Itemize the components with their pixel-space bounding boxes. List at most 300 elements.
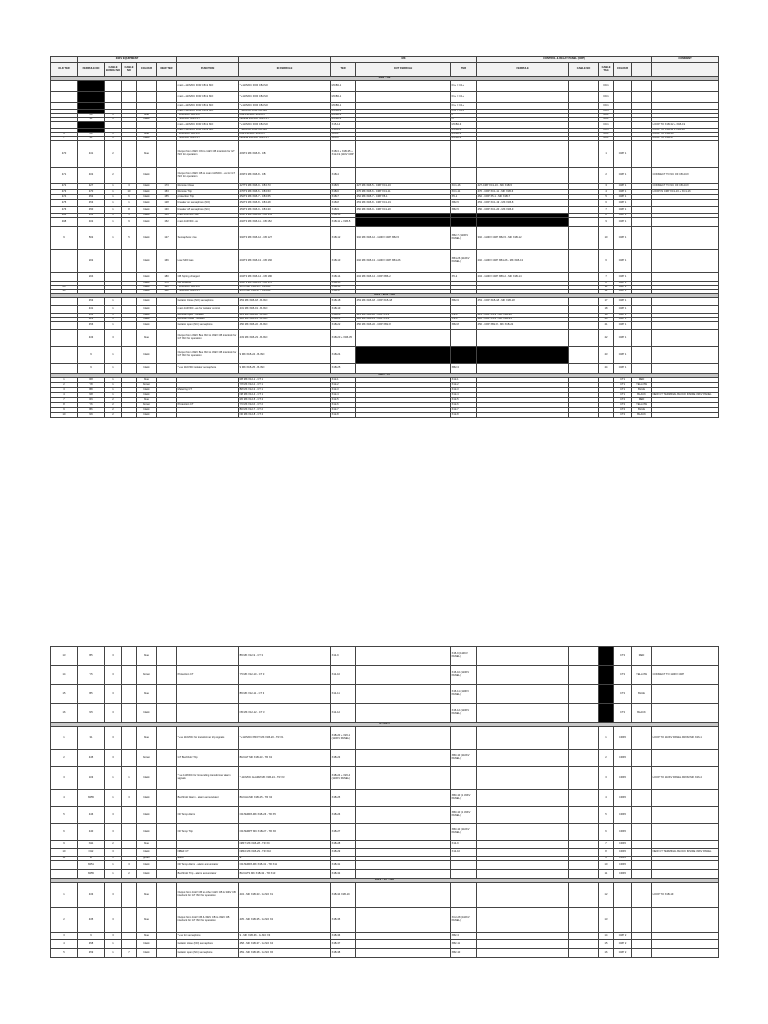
table-cell [569,330,599,347]
table-cell: 3 [105,807,122,824]
table-cell: black [137,118,157,122]
table-cell: 1 [105,207,122,214]
table-cell: 3 [122,790,137,807]
table-cell: N5 MK X12-12 - CT 3 [239,704,331,723]
table-cell: 403T2 MK X1B-8 - CB [239,168,331,184]
group-title: 33kv - CB [51,77,719,81]
table-cell: 456 - CRP XB2-8 - MK X1B-22 [477,322,569,330]
table-cell: X1B-29 [331,849,356,857]
table-cell: 128 [157,200,177,207]
table-cell: 4 [51,393,78,398]
table-cell: Live 230VAC SUPPLY [239,114,331,118]
table-cell: black [137,322,157,330]
table-row [51,949,719,958]
table-cell [157,347,177,364]
table-cell: 1 [51,883,78,908]
table-cell [652,141,719,168]
table-cell: black [137,347,157,364]
table-row [51,122,719,129]
table-cell: ^+230VAC SUPPLY [177,286,239,290]
table-cell [122,727,137,750]
table-cell: 91 [78,137,105,141]
table-cell: Output from 11kV CB & 33kV CB to 33kV CB interlock for GT ISO for operation [177,908,239,933]
table-cell: blue [137,114,157,118]
table-cell: 9 [599,857,614,861]
table-cell [569,767,599,790]
table-cell [157,727,177,750]
table-cell [569,364,599,374]
table-cell: CRP 1 [614,227,632,250]
table-cell [652,908,719,933]
table-cell: 9 [122,218,137,227]
table-row [51,908,719,933]
table-cell: black [137,290,157,294]
table-cell: black [137,190,157,195]
table-row [51,141,719,168]
table-cell [477,704,569,723]
table-cell [105,81,122,92]
table-cell: 7 [122,949,137,958]
table-cell: 4 [599,790,614,807]
table-row [51,861,719,870]
table-cell: 452 [78,195,105,200]
table-cell: 453T3 MK X1B-9 - CB 130 [239,207,331,214]
table-cell: Remote open : Isolator [177,314,239,318]
table-cell: black [137,870,157,879]
table-cell: ^+230VAC SUPPLY [177,133,239,137]
table-cell [51,273,78,282]
table-cell [51,347,78,364]
table-cell: blue [137,398,157,403]
table-cell: 2 [51,383,78,388]
table-cell: BLACK [632,413,652,418]
table-cell [122,81,137,92]
table-cell [451,883,477,908]
table-cell: BUCHA MK X1B-25 - TR X4 [239,790,331,807]
table-cell: 3 [51,388,78,393]
table-cell [477,347,569,364]
table-cell: 204T3 MK X1B-15 - CB 170 [239,282,331,286]
table-cell [477,908,569,933]
table-cell: X1B-10 [331,214,356,218]
table-cell [477,81,569,92]
table-cell [569,168,599,184]
table-cell: 470 - CRP XC1-11 - MK X1B-6 [477,190,569,195]
table-cell: 453 [78,200,105,207]
table-cell: 470 [51,141,78,168]
table-cell [652,200,719,207]
table-cell: 1 [105,133,122,137]
table-cell: MCB3-2 [331,110,356,114]
table-cell: 22 [599,330,614,347]
table-cell: R6 [78,398,105,403]
table-cell: 3 [105,849,122,857]
table-cell: LOOP TO X1B-17 [652,137,719,141]
table-cell: main ~110VDC FOR CB & ISO [177,110,239,114]
table-cell: AC1 [599,133,614,137]
table-cell [451,861,477,870]
table-row [51,207,719,214]
table-cell [632,298,652,306]
table-cell: X12-6 [451,403,477,408]
table-cell [122,250,137,273]
table-cell: Y6 [78,403,105,408]
table-cell: X12-9 [331,647,356,666]
table-cell [477,933,569,940]
table-cell: black [137,949,157,958]
table-cell [177,704,239,723]
table-cell: 8 [599,849,614,857]
table-cell: Buchholz Alarm - alarm annunciator [177,790,239,807]
table-cell: AC1 [599,118,614,122]
table-cell: ^+230VAC SUPPLY [177,114,239,118]
table-cell: 1 [105,118,122,122]
table-cell: Y8 MK X12-2 - CT 1 [239,383,331,388]
table-cell: X12-3 [451,388,477,393]
table-cell [122,92,137,103]
table-cell: 15 [51,685,78,704]
table-cell: 3 [122,861,137,870]
table-cell: X12-1 [331,378,356,383]
table-row [51,727,719,750]
table-cell: X1B-4 [331,168,356,184]
table-cell [569,141,599,168]
table-cell: 29 [78,114,105,118]
table-cell [652,933,719,940]
table-cell: B5 MK X12-9 - CT 3 [239,647,331,666]
wiring-schedule-page-2 [50,646,719,958]
table-cell: 8 [599,282,614,286]
table-cell: 445 [78,750,105,767]
table-cell [652,322,719,330]
table-cell: 23 [599,347,614,364]
table-cell: 94 [51,290,78,294]
table-cell: 4 [51,790,78,807]
table-cell: 16 [51,704,78,723]
table-cell: ^-230VAC SUPPLY [177,290,239,294]
table-cell: 12 [599,883,614,908]
table-cell [652,250,719,273]
table-cell [137,103,157,110]
table-cell: 6 [599,200,614,207]
table-cell [122,933,137,940]
table-cell: B5 [78,647,105,666]
table-cell [157,883,177,908]
table-cell: black [137,227,157,250]
table-cell: blue [137,647,157,666]
column-header-comment [652,63,719,77]
table-cell: OILTEMPA MK X1B-31 - TR X11 [239,861,331,870]
table-cell: 472 [51,184,78,190]
table-cell: 1 [105,347,122,364]
table-cell: Isolator open (NC) semaphore [177,949,239,958]
table-cell: 4 [51,940,78,949]
table-row [51,200,719,207]
table-cell: black [137,137,157,141]
table-cell: Metering CT [177,388,239,393]
table-cell: main 110VDC -ve [177,218,239,227]
table-cell: black [137,393,157,398]
table-cell: 10 [599,861,614,870]
table-cell: 13 [599,908,614,933]
table-cell: 1 [51,378,78,383]
table-cell: Oil Temp Trip [177,824,239,841]
table-cell [157,168,177,184]
table-cell: 9 [51,841,78,849]
table-cell: 6 [122,195,137,200]
table-cell: black [137,807,157,824]
table-cell: 1 [105,318,122,322]
table-cell: 453 MK X1B-8 - CRP XC1-19 [356,200,451,207]
table-cell [652,790,719,807]
table-cell [632,908,652,933]
column-header: IN FERRULE [239,63,331,77]
table-cell [569,218,599,227]
table-cell: 440 [78,824,105,841]
table-cell: XB2-5 [451,207,477,214]
table-cell [632,207,652,214]
table-cell: main ~110VDC FOR CB & ISO [177,129,239,133]
table-cell [356,81,451,92]
table-cell: 1 [105,383,122,388]
table-cell: protection Trip [177,195,239,200]
table-cell: GT Buchholz Trip [177,750,239,767]
table-cell [78,81,105,92]
table-cell [599,666,614,685]
table-cell: 11 [599,870,614,879]
table-cell: CT3 [614,685,632,704]
table-cell: 433 [78,883,105,908]
table-cell [78,103,105,110]
table-cell: X1B-25 [331,364,356,374]
table-cell [477,413,569,418]
table-cell: X1B-13 [331,250,356,273]
table-cell [477,767,569,790]
table-cell: X1B-6 [331,190,356,195]
table-cell: RED [632,647,652,666]
table-cell: XB2-10 [451,949,477,958]
table-cell: 11 [599,286,614,290]
table-row [51,364,719,374]
table-cell: black [137,286,157,290]
table-cell: 26 [51,286,78,290]
table-cell [356,824,451,841]
table-cell [614,92,632,103]
table-cell: 431 [78,141,105,168]
table-cell: 453 [78,298,105,306]
table-row [51,870,719,879]
table-cell: X1B-26 [331,807,356,824]
table-cell [652,870,719,879]
table-cell: 450 - CRP XC1-20 - MK X1B-9 [477,207,569,214]
table-cell: 14 [599,933,614,940]
table-cell: 7 [599,273,614,282]
table-cell: black [137,200,157,207]
table-cell: 450 MK X1B-9 - CRP XC1-20 [356,207,451,214]
table-cell [51,861,78,870]
table-row [51,807,719,824]
table-cell: X1B-38 [331,949,356,958]
table-cell: MCB5-1 [331,114,356,118]
table-cell [569,727,599,750]
table-cell [652,750,719,767]
table-cell: XS-4 [451,318,477,322]
table-cell [451,870,477,879]
table-cell: 456 MK X1B-22 - CRP XB2-8 [356,322,451,330]
table-cell [632,940,652,949]
table-cell [122,666,137,685]
table-cell: XB3-10 (1 33KV PANEL) [451,790,477,807]
column-header: TER [331,63,356,77]
table-cell: ^+110VDC PROT MK X1B-20 - TR X1 [239,727,331,750]
table-cell [157,685,177,704]
table-cell: 421 - CRP XS-3 - MK X1B-20 [477,314,569,318]
table-cell [652,103,719,110]
column-header: COLOUR [614,63,632,77]
table-cell [105,92,122,103]
table-cell [652,306,719,314]
table-cell: CRP 2 [614,949,632,958]
table-cell [569,908,599,933]
table-cell: 471 [51,168,78,184]
table-cell: 10 [51,849,78,857]
table-cell: Protection CT [177,403,239,408]
table-cell: 8455 [78,870,105,879]
table-cell [51,103,78,110]
table-cell: 302 MK X1B-12 - 110KV CRP XB2-5 [356,227,451,250]
table-cell: Neutral 230VAC SUPPLY [239,137,331,141]
table-cell: X12-1 [451,378,477,383]
table-cell [157,908,177,933]
table-cell: Low SF6 Gas [177,250,239,273]
table-cell [51,870,78,879]
table-cell: YELLOW [632,666,652,685]
table-cell [356,704,451,723]
table-cell: X12-10 [451,849,477,857]
table-cell: 9 [51,133,78,137]
table-cell: 166 [157,250,177,273]
table-cell [122,849,137,857]
table-cell: 1 [105,940,122,949]
table-cell: 421 MK X1B-20 - B-ISO [239,314,331,318]
table-cell: 6 [599,250,614,273]
table-cell: XB2-11 [451,940,477,949]
table-cell: blue [137,685,157,704]
table-cell: brown [137,383,157,388]
table-cell: X1B-20 + X26-1 (110KV PANEL) [331,727,356,750]
table-cell: 173 [157,184,177,190]
table-cell: Remote Trip [177,190,239,195]
table-cell: 1 [122,767,137,790]
table-cell: DC1 [599,129,614,133]
column-header: CABLE NO [122,63,137,77]
table-cell: CRP 1 [614,282,632,286]
table-cell [477,141,569,168]
table-cell [122,306,137,314]
table-cell: X1B-19 [331,306,356,314]
table-cell: Protection CT [177,666,239,685]
table-cell: main ~110VDC FOR CB & ISO [177,81,239,92]
table-cell [157,103,177,110]
table-cell [477,168,569,184]
table-cell: XB2-3 [451,933,477,940]
table-cell: 1 [105,137,122,141]
table-cell: X1B-32 [331,870,356,879]
table-cell: black [137,824,157,841]
table-cell [652,298,719,306]
table-cell: Earth [177,857,239,861]
table-cell [632,168,652,184]
table-cell [477,666,569,685]
table-cell: ^-ve 110VDC for Grounding transformer alarm signals [177,767,239,790]
table-cell [451,347,477,364]
table-cell: 431T3 MK X1B-10 - CB 151 [239,214,331,218]
table-cell: X1B-16 [331,286,356,290]
table-cell: 1 [105,949,122,958]
table-cell: 1 [105,322,122,330]
table-cell [652,227,719,250]
table-row [51,940,719,949]
table-cell: X15-9 (110KV PANEL) [451,647,477,666]
table-cell: X12-8 [451,413,477,418]
table-cell: 153 [157,190,177,195]
table-cell: ^-110VDC FOR CB-ISO [239,110,331,114]
table-cell: ^+ve 110VDC isolator semaphore [177,364,239,374]
table-cell [356,168,451,184]
table-cell [632,883,652,908]
table-cell [569,940,599,949]
table-cell: LOOP TO X1B-11 + X1B-20 [652,129,719,133]
table-cell: 422 [78,318,105,322]
table-cell: BLACK [632,704,652,723]
table-cell: R8 MK X12-1 - CT 1 [239,378,331,383]
table-cell [122,704,137,723]
header-row-columns [51,63,719,77]
table-cell [477,647,569,666]
table-cell: XS-3 [451,314,477,318]
table-cell: B6 MK X12-7 - CT 2 [239,408,331,413]
table-cell: X25-1 [331,133,356,137]
table-cell: NEW CT TERMINAL BLOCK INSIDE 33KV PANEL [652,849,719,857]
table-cell: DC1 [599,81,614,92]
table-row [51,250,719,273]
table-cell [157,841,177,849]
table-cell: 435 [78,908,105,933]
table-cell [632,824,652,841]
table-cell: CRP2 [614,750,632,767]
table-cell [569,841,599,849]
table-cell [569,322,599,330]
table-cell: 433 MK X1B-23 - B-ISO [239,330,331,347]
table-cell: CRP 1 [614,184,632,190]
table-cell [569,870,599,879]
table-cell: CRP 1 [614,250,632,273]
table-cell [569,273,599,282]
column-header: OUT FERRULE [356,63,451,77]
table-cell: X12-9 [451,841,477,849]
table-cell [122,298,137,306]
table-cell [652,824,719,841]
table-cell: 24 [599,364,614,374]
table-cell [632,306,652,314]
table-cell: 431 MK X1B-19 - B-ISO [239,306,331,314]
table-cell [569,883,599,908]
table-cell: Semaphore: rise [177,227,239,250]
table-cell: RED [632,378,652,383]
table-cell: XB2-7 (110KV PANEL) [451,227,477,250]
table-cell: 1 [105,861,122,870]
table-cell: X1B-17 [331,290,356,294]
